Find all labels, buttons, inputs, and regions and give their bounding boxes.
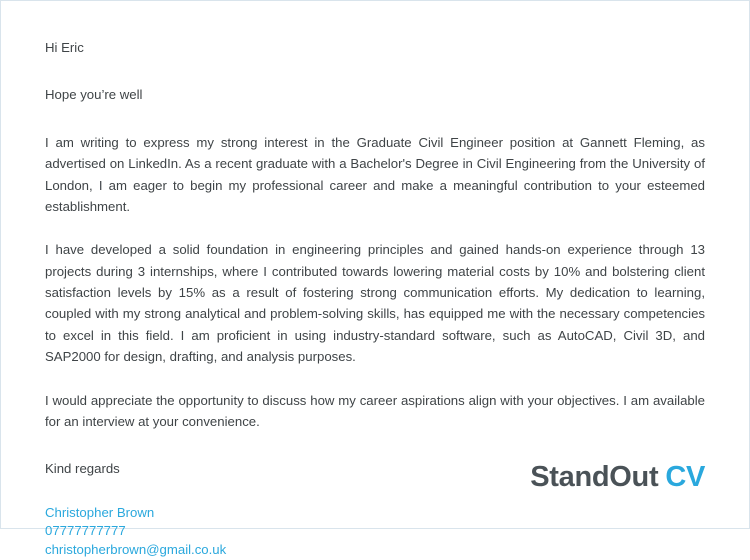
contact-block — [45, 504, 705, 560]
letter-body — [45, 37, 705, 480]
standout-cv-logo — [530, 461, 705, 494]
contact-name: Christopher Brown — [45, 504, 155, 520]
contact-phone[interactable]: 07777777777 — [45, 523, 126, 539]
logo-primary-text: StandOut — [530, 461, 659, 493]
contact-email[interactable]: christopherbrown@gmail.co.uk — [45, 542, 227, 558]
logo-accent-text: CV — [665, 461, 705, 493]
letter-paragraph-1: I am writing to express my strong interest in the Graduate Civil Engineer position at Gannett Fleming, as advertised on LinkedIn. As a recent graduate with a Bachelor's Degree in Civil Engineering from the University of London, I am eager to begin my professional career and make a meaningful contribution to your esteemed establishment. — [45, 134, 705, 214]
letter-signoff: Kind regards — [45, 461, 120, 477]
letter-greeting: Hi Eric — [45, 40, 84, 55]
letter-paragraph-3: I would appreciate the opportunity to discuss how my career aspirations align with your objectives. I am available for an interview at your convenience. — [45, 392, 705, 429]
letter-paragraph-2: I have developed a solid foundation in engineering principles and gained hands-on experience through 13 projects during 3 internships, where I contributed towards lowering material costs by 10% and bolstering client satisfaction levels by 15% as a result of fostering strong communication efforts. My dedication to learning, coupled with my strong analytical and problem-solving skills, has equipped me with the necessary competencies to excel in this field. I am proficient in using industry-standard software, such as AutoCAD, Civil 3D, and SAP2000 for design, drafting, and analysis purposes. — [45, 242, 705, 365]
letter-opening-line: Hope you’re well — [45, 87, 143, 103]
